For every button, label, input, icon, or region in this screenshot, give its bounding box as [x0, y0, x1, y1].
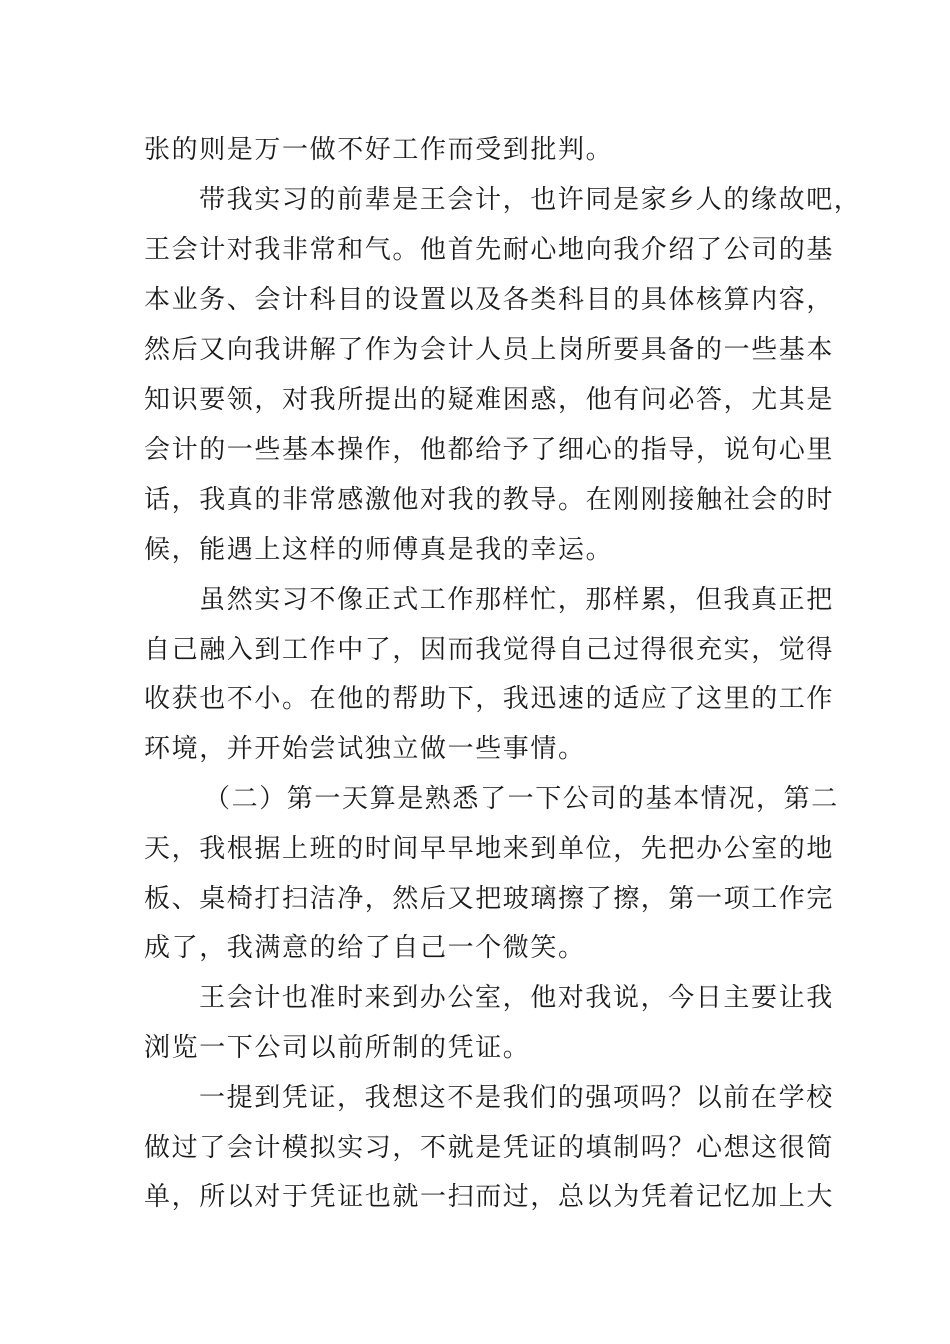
text-line: 知识要领，对我所提出的疑难困惑，他有问必答，尤其是: [144, 385, 835, 415]
text-line: 一提到凭证，我想这不是我们的强项吗？以前在学校: [199, 1083, 834, 1113]
text-line: 话，我真的非常感激他对我的教导。在刚刚接触社会的时: [144, 485, 835, 515]
text-line: 天，我根据上班的时间早早地来到单位，先把办公室的地: [144, 834, 835, 864]
text-line: 成了，我满意的给了自己一个微笑。: [144, 933, 586, 963]
text-line: 张的则是万一做不好工作而受到批判。: [144, 135, 614, 165]
text-line: 收获也不小。在他的帮助下，我迅速的适应了这里的工作: [144, 684, 835, 714]
text-line: 然后又向我讲解了作为会计人员上岗所要具备的一些基本: [144, 335, 835, 365]
text-line: 候，能遇上这样的师傅真是我的幸运。: [144, 535, 614, 565]
text-line: 本业务、会计科目的设置以及各类科目的具体核算内容，: [144, 285, 835, 315]
text-line: 环境，并开始尝试独立做一些事情。: [144, 734, 586, 764]
text-line: 会计的一些基本操作，他都给予了细心的指导，说句心里: [144, 435, 835, 465]
text-line: 王会计对我非常和气。他首先耐心地向我介绍了公司的基: [144, 235, 835, 265]
text-line: 单，所以对于凭证也就一扫而过，总以为凭着记忆加上大: [144, 1182, 835, 1212]
text-line: 自己融入到工作中了，因而我觉得自己过得很充实，觉得: [144, 635, 835, 665]
text-line: 带我实习的前辈是王会计，也许同是家乡人的缘故吧，: [199, 185, 862, 215]
text-line: 虽然实习不像正式工作那样忙，那样累，但我真正把: [199, 585, 834, 615]
text-line: 做过了会计模拟实习，不就是凭证的填制吗？心想这很简: [144, 1133, 835, 1163]
text-line: 浏览一下公司以前所制的凭证。: [144, 1033, 531, 1063]
text-line: 板、桌椅打扫洁净，然后又把玻璃擦了擦，第一项工作完: [144, 884, 835, 914]
text-line: 王会计也准时来到办公室，他对我说，今日主要让我: [199, 983, 834, 1013]
text-line: （二）第一天算是熟悉了一下公司的基本情况，第二: [204, 784, 839, 814]
